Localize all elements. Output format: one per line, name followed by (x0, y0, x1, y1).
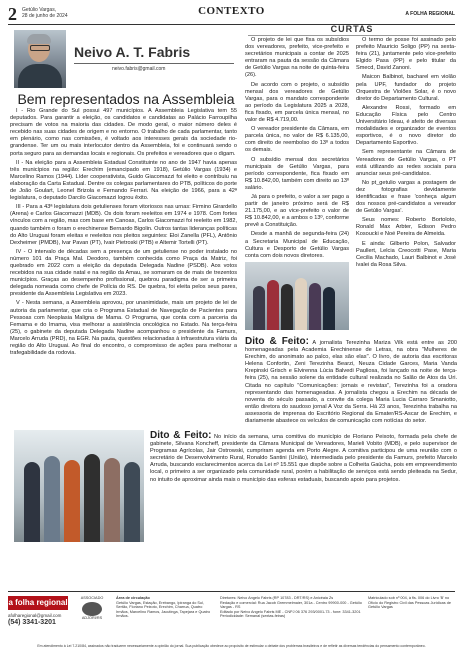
curtas-item: O subsídio mensal dos secretários municipais de Getúlio Vargas, para período correspondente, fica fixado em R$ 10.842,00, também com direito ao 13º salário. (245, 156, 349, 191)
curtas-item: Maicon Balbinot, bacharel em violão pela UPF, fundador do projeto Orquestra de Violões Solar, é o novo diretor do Departamento Cultural. (356, 74, 456, 102)
publisher-text: Editado por Neivo Angelo Fabris ME - CNPJ 06 376 293/0001-73 - fone: 3341-3201 (220, 609, 361, 614)
registration-text: Matriculado sob nº 004, à fls. 006 do Livro 'B' no Ofício do Registro Civil das Pessoas Jurídicas de Getúlio Vargas (368, 596, 451, 610)
curtas-item: Sem representante na Câmara de Vereadores de Getúlio Vargas, o PT está utilizando as redes sociais para anunciar seus pré-candidatos. (356, 149, 456, 177)
curtas-item: Desde a manhã de segunda-feira (24) a Secretaria Municipal de Educação, Cultura e Desporto de Getúlio Vargas conta com dois novos diretores. (245, 231, 349, 259)
author-email: neivo.fabris@gmail.com (112, 66, 166, 72)
header-city: Getúlio Vargas, (22, 7, 57, 13)
newsroom-text: Redação e comercial: Rua Jacob Gremmelmaier, 301a - Centro 99900-000 - Getúlio Vargas - RS (220, 600, 362, 610)
dito-feito-2-text: No início da semana, uma comitiva do município de Floriano Peixoto, formada pela chefe de gabinete, Silvana Koncheff, presidente da Câmara Municipal de Vereadores, Marieli Vobito (MDB), e pelo supervisor de Programas Agrícolas, Jair Ostrowski, cumpriram agenda em Porto Alegre. A comitiva participou de uma reunião com o secretário de Desenvolvimento Rural, Ronaldo Santini (União), intermediada pelo presidente da Famurs, prefeito Marcelo Arruda, buscando esclarecimentos acerca da Lei nº 15.551 que dispõe sobre a Colheita Gaúcha, pois em empreendimento local, o primeiro a ser organizado pela comunidade rural, porém a habilitação de serviços está sendo pleiteada na Sedur, no intuito de aproximar ainda mais o município das esferas estaduais, buscando apoio para projetos. (150, 434, 457, 483)
dito-feito-1-heading: Dito & Feito: (245, 336, 309, 347)
circulation-text: Getúlio Vargas, Estação, Erebango, Ipiranga do Sul, Sertão, Floriano Peixoto, Erechim, Charrua, Quatro Irmãos, Marcelino Ramos, Jacutinga, Tapejara e Quatro Irmãos. (116, 600, 211, 619)
column-paragraph-5: V - Nesta semana, a Assembleia aprovou, por unanimidade, mais um projeto de lei de autoria da parlamentar, que cria o Programa Estadual de Navegação de Pacientes para Pessoas com Neoplasia Maligna de Mama. O Programa, que conta com a parceria da Femama e do Imama, visa melhorar a assistência oncológica no Estado. Na terça-feira (25), o gabinete da deputada Delegada Nadine acompanhou o presidente da Famurs, Marcelo Arruda (PRD), na EGR. Na pauta, questões relacionadas à infraestrutura viária da região do Alto Uruguai. Ao final do encontro, o compromisso de ações para melhorar a trafegabilidade da rodovia. (10, 300, 237, 357)
dito-feito-2 (150, 430, 457, 484)
ceremony-photo (245, 262, 349, 330)
author-name: Neivo A. T. Fabris (74, 44, 191, 60)
dito-feito-1 (245, 336, 457, 425)
curtas-column-2 (356, 37, 456, 271)
association-label: ASSOCIADO (80, 596, 104, 600)
header-date: 28 de junho de 2024 (22, 13, 68, 19)
curtas-item: De acordo com o projeto, o subsídio mensal dos vereadores de Getúlio Vargas, para o mandato correspondente ao período da Legislatura 2025 a 2028, fica fixado, em parcela única mensal, no valor de R$ 4.719,00. (245, 81, 349, 124)
curtas-item: O vereador presidente da Câmara, em parcela única, no valor de R$ 6.135,00, com direito de reembolso do 13º a todos os demais. (245, 126, 349, 154)
page-footer (8, 591, 455, 650)
curtas-item: E ainda: Gilberto Polon, Salvador Paullert, Lelcia Creocotti Pase, Maria Cecilia Machado, Lauri Balbinot e José Ivalei da Rosa Silva. (356, 240, 456, 268)
editorial-info (220, 596, 364, 619)
circulation-label: Área de circulação (116, 596, 150, 600)
dito-feito-1-text: A jornalista Terezinha Mariza Vilk está entre as 200 homenageadas pela Academia Erechinense de Letras, na obra "Mulheres de Erechim, do anonimato ao palco, elas são elas". O livro, de autoria das escritoras Helena Confortin, Zeni Terezinha Bearzi, Neuza Cidade Garces, Maria Vanda Krepinski Grisch e Elvirenna Lúcia Balvedi Pagliosa, foi lançado na noite de terça-feira (25), na sessão solene da entidade cultural realizada no Salão de Atos da Uri. Citada no capítulo "Comunicações: jornais e revistas", Terezinha foi a oradora representando das homenageadas. A jornalista chegou a Erechim na década de noventa do século passado, a convite da colega Maria Lucia Carraro Smaniotto, então diretora do saudoso jornal A Voz da Serra. Há 23 anos, Terezinha trabalha na assessoria de imprensa do Escritório Regional da Emater/RS-Ascar de Erechim, e diariamente abastece os veículos de comunicação com notícias do setor. (245, 340, 458, 425)
delegation-photo (14, 430, 144, 542)
column-paragraph-1: I - Rio Grande do Sul possui 497 municípios. A Assembleia Legislativa tem 55 deputados. Para garantir a eleição, os candidatos e candidatas ao Palácio Farroupilha precisam de votos na maioria das cidades. De modo geral, o maior número deles é recebido nas suas cidades de origem e no entorno. O trabalho de cada parlamentar, tanto em plenário, como nas comissões, é voltado aos interesses gerais da sociedade rio-grandense. Ter um ou mais interlocutor dentro da Assembleia, foi e continuará sendo o porta seguro para as demandas locais e regionais. Os prefeitos e vereadores que o digam. (10, 108, 237, 157)
footer-phone: (54) 3341-3201 (8, 619, 56, 626)
curtas-column-1 (245, 37, 349, 262)
paper-name: A FOLHA REGIONAL (405, 11, 455, 17)
footer-email: afolharegional@gmail.com (8, 613, 62, 618)
circulation-area (116, 596, 216, 619)
periodicity-text: Periodicidade: Semanal (sextas-feiras) (220, 614, 286, 619)
association-badge (72, 596, 112, 620)
page-header (8, 4, 455, 25)
curtas-item: Alexandre Rossi, formado em Educação Física pelo Centro Universitário Ideau, é afeito de diversas modalidades e organizador de eventos esportivos, é o novo diretor do Departamento Esportivo. (356, 104, 456, 147)
directors-text: Diretores: Neivo Angelo Fabris (RP 10783 - DRT/RS) e Anicéaia Zs (220, 596, 334, 600)
section-title: CONTEXTO (198, 5, 265, 17)
newspaper-logo: a folha regional (8, 596, 68, 610)
column-title: Bem representados na Assembleia (17, 91, 235, 107)
column-body (10, 108, 237, 359)
disclaimer-text: Em atendimento à Lei 7.210/84, assinados não traduzem necessariamente a opinião do jornal. Sua publicação obedece ao propósito de estimular o debate dos problemas brasileiros e de refletir as diversas tendências do pensamento contemporâneo. (37, 644, 426, 648)
author-box (14, 30, 234, 88)
association-name: ADJORI/RS (81, 615, 103, 620)
dito-feito-2-heading: Dito & Feito: (150, 430, 212, 441)
curtas-item: No pt_getulio vargas a postagem de dez fotografias devidamente identificadas e frase 'conheça algum dos nossos pré-candidatos a vereador de Getúlio Vargas'. (356, 179, 456, 215)
curtas-item: Seus nomes: Roberto Bortoloto, Ronald Max Arbter, Edison Pedro Kosoucki e Noé Pereira de Almeida. (356, 217, 456, 238)
curtas-item: Já para o prefeito, o valor a ser pago a partir de janeiro próximo será de R$ 21.175,00, e ao vice-prefeito o valor de R$ 10.842,00, e a ambos o 13º, conforme prevê a Constituição. (245, 193, 349, 229)
column-paragraph-4: IV - O intervalo de décadas sem a presença de um getuliense no poder instalado no número 101 da Praça Mal. Deodoro, também conhecida como Praça da Matriz, foi quebrado em 2022 com a eleição da deputada Delegada Nadine (PSDB). Aos votos recebidos na sua cidade natal e na região da Amau, se somaram os de mais de trezentos municípios. Graças ao desempenho profissional, quebrou paradigma de ser a primeira delegada nomeada como chefe de Polícia do RS. De quebra, foi eleita pelos seus pares, presidente da Assembleia Legislativa em 2023. (10, 248, 237, 298)
column-paragraph-2: II - Na eleição para a Assembleia Estadual Constituinte no ano de 1947 havia apenas três municípios na região: Erechim (emancipado em 1918), Getúlio Vargas (1934) e Marcelino Ramos (1944). Líder cooperativista, Guido Giacomazzi foi eleito e contribuiu na elaboração da Carta Estadual. Dentre os colegas parlamentares do PTB, políticos do porte de João Goulart, Leonel Brizola e Fernando Ferrari. Na eleição de 1966, para a 42ª legislatura, o deputado Darcilo Giacomazzi logrou êxito. (10, 159, 237, 202)
author-photo (14, 30, 66, 88)
association-logo-icon (82, 602, 102, 616)
column-paragraph-3: III - Para a 43ª legislatura dois getulienses foram vitoriosos nas urnas: Firmino Girardello (Arena) e Carlos Giacomazzi (MDB). Os dois foram reeleitos em 1974 e 1978. Com fortes vínculos com a região, mas com base em Canoas, Carlos Giacomazzi foi reeleito em 1982, quando também o foram o erechinense Bernardo Bigolin. Outros tantas lideranças políticas do Alto Uruguai foram eleitas e reeleitos nos pleitos seguintes: Eloi Zanella (PFL), Antônio Dexheimer (PMDB), Ivar Pavan (PT), Ivair Pietroski (PTB) e Altemir Tortelli (PT). (10, 204, 237, 246)
author-divider (74, 63, 234, 64)
curtas-item: O projeto de lei que fixa os subsídios dos vereadores, prefeito, vice-prefeito e secretários municipais a contar de 2025 entraram na pauta da sessão da Câmara de Getúlio Vargas na noite de quinta-feira (26). (245, 37, 349, 79)
page-number: 2 (8, 4, 17, 24)
curtas-item: O termo de posse foi assinado pelo prefeito Mauricio Soligo (PP) na sexta-feira (21), juntamente pelo vice-prefeito Elgido Pasa (PP) e pelo titular da Smecd, David Zanoni. (356, 37, 456, 72)
curtas-heading: CURTAS (248, 24, 456, 36)
